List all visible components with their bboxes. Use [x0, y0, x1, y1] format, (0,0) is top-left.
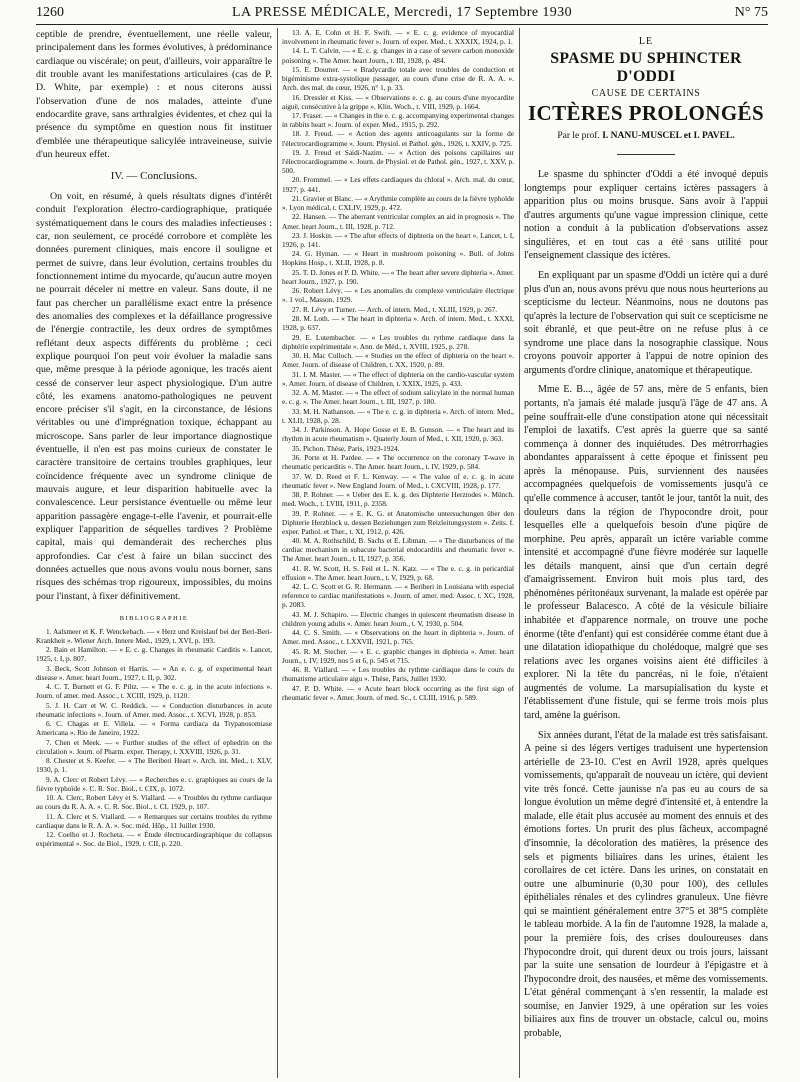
reference-item: 40. M. A. Rothschild, B. Sachs et E. Libman. — « The disturbances of the cardiac mechanism in subacute bacterial endocarditis and rheumatic fever ». The Amer. heart Journ., t. II, 1927, p. 356. [282, 536, 514, 564]
reference-item: 30. H. Mac Culloch. — « Studies on the effect of diphteria on the heart ». Amer. Journ. of disease of Children, t. XX, 1920, p. 89. [282, 351, 514, 370]
reference-list [282, 28, 514, 702]
article-title-line2: ICTÈRES PROLONGÉS [527, 101, 765, 125]
reference-item: 7. Chen et Meek. — « Further studies of the effect of ephedrin on the circulation ». Journ. of Pharm. exper. Therapy, t. XXVIII, 1926, p. 31. [36, 737, 272, 756]
reference-item: 20. Frommel. — « Les effets cardiaques du chloral ». Arch. mal. du cœur, 1927, p. 441. [282, 175, 514, 194]
column-rule [277, 28, 278, 1078]
article-paragraph: Mme E. B..., âgée de 57 ans, mère de 5 enfants, bien portants, n'a jamais été malade jusqu'à l'âge de 47 ans. A peine souffrait-elle d'une constipation atone qui nécessitait l'emploi de laxatifs. C'est après la guerre que sa santé commença à donner des inquiétudes. Des métrorrhagies abondantes apparaissent à cette époque et finissent peu après la ménopause. Puis, surviennent des nausées accompagnées quelquefois de vomissements jusqu'à ce qu'elle commence à accuser, tantôt le jour, tantôt la nuit, des douleurs dans la région de l'hypocondre droit, pour lesquelles elle a quelquefois besoin d'une piqûre de morphine. Peu après, apparaît un ictère variable comme intensité et accompagné d'une fièvre modérée sur laquelle les détails manquent, ainsi que d'un certain degré d'amaigrissement. Environ huit mois plus tard, des phénomènes péritonéaux survenant, la malade est opérée par le professeur Balacesco. A côté de la vésicule biliaire inhabitée et d'apparence normale, on trouve une poche énorme (tête d'enfant) qui est considérée comme étant due à une dilatation idiopathique du cholédoque, malgré que ses relations avec les organes voisins aient été difficiles à explorer. Ni la tête du pancréas, ni le foie, n'étaient augmentés de volume. La marsupialisation du kyste et l'établissement d'une fistule, qui se ferme trois mois plus tard, amène la guérison. [524, 384, 768, 721]
reference-item: 14. L. T. Calvin. — « E. c. g. changes in a case of severe carbon monoxide poisoning ». The Amer. heart Journ., t. III, 1928, p. 484. [282, 46, 514, 65]
page-number: 1260 [36, 5, 64, 20]
reference-item: 34. J. Parkinson. A. Hope Gosse et E. B. Gunson. — « The heart and its rhythm in acute rheumatism ». Quaterly Journ of Med., t. XII, 1920, p. 363. [282, 425, 514, 444]
reference-item: 19. J. Freud et Saidi-Nazim. — « Action des poisons capillaires sur l'électrocardiogramme ». Journ. de Physiol. et de Pathol. gén., 1927, t. XXV, p. 500. [282, 147, 514, 176]
reference-item: 8. Chester et S. Keefer. — « The Beriberi Heart ». Arch. int. Med., t. XLV, 1930, p. 1. [36, 756, 272, 775]
journal-title: LA PRESSE MÉDICALE, Mercredi, 17 Septembre 1930 [232, 5, 572, 20]
reference-item: 46. R. Viallard. — « Les troubles du rythme cardiaque dans le cours du rhumatisme articulaire aigu ». Thèse, Paris, Juillet 1930. [282, 665, 514, 684]
column-rule [519, 28, 520, 1078]
article-paragraph: Le spasme du sphincter d'Oddi a été invoqué depuis longtemps pour expliquer certains ictères passagers à apparition plus ou moins brusque. Sans avoir à l'appui d'autres arguments qu'une vague impression clinique, cette notion a conduit à la publication d'observations assez singulières, et en tout cas a été sans utilité pour l'enseignement classique des ictères. [524, 169, 768, 262]
reference-item: 23. J. Hoskin. — « The after effects of diphteria on the heart ». Lancet, t. I, 1926, p. 141. [282, 230, 514, 249]
article-byline [524, 131, 768, 141]
reference-item: 32. A. M. Master. — « The effect of sodium salicylate in the normal human e. c. g. ». The Amer. heart Journ., t. III, 1927, p. 180. [282, 388, 514, 407]
reference-item: 1. Aalsmeer et K. F. Wenckebach. — « Herz und Kreislauf bei der Beri-Beri-Krankheit ». Wiener Arch. Innere Med., 1929, t. XVI, p. 193. [36, 626, 272, 645]
reference-item: 3. Beck, Scott Johnson et Harris. — « An e. c. g. of experimental heart disease ». Amer. heart Journ., 1927, t. II, p. 302. [36, 663, 272, 682]
reference-item: 9. A. Clerc et Robert Lévy. — « Recherches e. c. graphiques au cours de la fièvre typhoïde ». C. R. Soc. Biol., t. CIX, p. 1072. [36, 774, 272, 793]
reference-item: 11. A. Clerc et S. Viallard. — « Remarques sur certains troubles du rythme cardiaque dans le R. A. A. ». Soc. méd. Hôp., 11 Juillet 1930. [36, 811, 272, 830]
reference-item: 13. A. E. Cohn et H. F. Swift. — « E. c. g. evidence of myocardial involvement in rheumatic fever ». Journ. of exper. Med., t. XXXIX, 1924, p. 1. [282, 28, 514, 47]
left-column [36, 28, 272, 1078]
reference-item: 36. Porte et H. Pardee. — « The occurrence on the coronary T-wave in rheumatic pericarditis ». The Amer. heart Journ., t. IV, 1929, p. 584. [282, 453, 514, 472]
reference-item: 4. C. T. Burnett et G. F. Piltz. — « The e. c. g. in the acute infections ». Journ. of amer. med. Assoc., t. XCIII, 1929, p. 1120. [36, 682, 272, 701]
reference-item: 26. Robert Lévy. — « Les anomalies du complexe ventriculaire électrique ». 1 vol., Masson, 1929. [282, 286, 514, 305]
section-title: IV. — Conclusions. [110, 170, 198, 183]
reference-item: 39. P. Rohner. — « E. K. G. et Anatomische untersuchungen über den Diphterie Herzblock u. dessen Beziehungen zum Reizleitungsystem ». Zeits. f. exper. Pathol. et Ther., t. XI, 1912, p. 426. [282, 508, 514, 536]
article-title-line1: SPASME DU SPHINCTER D'ODDI [550, 50, 742, 85]
reference-item: 16. Dressler et Kiss. — « Observations e. c. g. au cours d'une myocardite aiguë, consécutive à la grippe ». Klin. Woch., t. VIII, 1929, p. 1664. [282, 92, 514, 111]
reference-item: 41. R. W. Scott, H. S. Feil et L. N. Katz. — « The e. c. g. in pericardial effusion ». The Amer. heart Journ., t. V, 1929, p. 68. [282, 563, 514, 582]
reference-item: 10. A. Clerc, Robert Lévy et S. Viallard. — « Troubles du rythme cardiaque au cours du R. A. A. ». C. R. Soc. Biol., t. CI, 1929, p. 107. [36, 793, 272, 812]
bibliography-title: BIBLIOGRAPHIE [119, 614, 189, 622]
middle-column [282, 28, 514, 1078]
reference-item: 44. C. S. Smith. — « Observations on the heart in diphteria ». Journ. of Amer. med. Assoc., t. LXXVII, 1921, p. 765. [282, 628, 514, 647]
reference-item: 6. C. Chagas et E. Villela. — « Forma cardiaca da Trypanosomiase Americana ». Rio de Janeiro, 1922. [36, 719, 272, 738]
intro-paragraph: ceptible de prendre, éventuellement, une réelle valeur, principalement dans les formes évolutives, à prédominance cardiaque ou viscérale; on peut, d'ailleurs, voir apparaître le dit trouble avant les manifestations articulaires (cas de P. D. White, par exemple) : et nous citerons aussi l'observation d'une de nos malades, atteinte d'une endocardite grave, sans arthralgies évidentes, et chez qui la présence du symptôme en question nous fit instituer d'emblée une thérapeutique salicylée intraveineuse, suivie d'un heureux effet. [36, 29, 272, 160]
reference-item: 37. W. D. Reed et F. L. Kenway. — « The value of e. c. g. in acute rheumatic fever ». New England Journ. of Med., t. CXCVIII, 1928, p. 177. [282, 471, 514, 490]
reference-item: 27. R. Lévy et Turner. — Arch. of intern. Med., t. XLIII, 1929, p. 267. [292, 304, 498, 314]
reference-item: 42. L. C. Scott et G. R. Hermann. — « Beriberi in Louisiana with especial reference to cardiac manifestations ». Journ. of amer. med. Assoc. t. XC, 1928, p. 2083. [282, 582, 514, 610]
reference-item: 25. T. D. Jones et P. D. White. — « The heart after severe diphteria ». Amer. heart Journ., 1927, p. 190. [282, 267, 514, 286]
reference-item: 12. Coelho et J. Rocheta. — « Étude électrocardiographique du collapsus expérimental ». Soc. de Biol., 1929, t. CII, p. 220. [36, 830, 272, 849]
reference-item: 33. M. H. Nathanson. — « The e. c. g. in diphteria ». Arch. of intern. Med., t. XLII, 1928, p. 28. [282, 406, 514, 425]
title-separator [617, 154, 675, 155]
reference-item: 24. G. Hyman. — « Heart in mushroom poisoning ». Bull. of Johns Hopkins Hosp., t. XLII, 1928, p. 8. [282, 249, 514, 268]
page-header [36, 3, 768, 25]
article-paragraph: Six années durant, l'état de la malade est très satisfaisant. A peine si des légers vertiges traduisent une hypertension artérielle de 23-10. C'est en Avril 1928, après quelques vomissements, qu'apparaît de nouveau un ictère, qui devient vite très foncé. Cette jaunisse n'a pas eu au cours de sa longue évolution un même degré d'intensité et, à entendre la malade, elle était plus accusée au moment des ennuis et des émotions fortes. Un prurit des plus fâcheux, accompagné d'insomnie, la décoloration des matières, la présence des sels et pigments biliaires dans les urines, étaient les corollaires de cet ictère. Dans les urines, on constatait en outre une albuminurie (0,30 pour 100), des cellules épithéliales rénales et des cylindres granuleux. Une fièvre qui se maintient généralement entre 37°5 et 38°5 complète le tableau morbide. A la fin de l'automne 1928, la malade a, pour la première fois, des crises douloureuses dans l'hypocondre droit, qui durent deux ou trois jours, laissant par la suite une sensation de lourdeur à l'épigastre et à l'hypocondre droit, des nausées, et même des vomissements. L'état général commençant à s'en ressentir, la malade est soumise, en Janvier 1929, à une opération sur les voies biliaires aux fins de trouver un obstacle, calcul ou, moins probable, [524, 729, 768, 1039]
issue-number: N° 75 [734, 5, 768, 20]
article-body [524, 168, 768, 1040]
reference-item: 45. R. M. Stecher. — « E. c. graphic changes in diphteria ». Amer. heart Journ., t. IV, 1929, nos 5 et 6, p. 545 et 715. [282, 646, 514, 665]
byline-prefix: Par le prof. [557, 131, 600, 141]
conclusion-paragraph: On voit, en résumé, à quels résultats dignes d'intérêt conduit l'exploration électro-cardiographique, pratiquée systématiquement dans le cours des maladies infectieuses : car, non seulement, ce procédé corrobore et complète les données purement cliniques, mais encore il souligne et permet de suivre, dans leur évolution, certains troubles du fonctionnement intime du myocarde, qu'aucun autre moyen ne pourrait déceler ni mettre en valeur. Sans doute, il ne faut pas chercher un parallélisme exact entre la présence des anomalies des complexes et la défaillance progressive de l'énergie contractile, les deux ordres de symptômes reflétant deux aspects différents du problème ; ceci explique pourquoi l'on peut voir évoluer la maladie sans que, même presque à la période agonique, les tracés aient cessé de conserver leur aspect physiologique. D'un autre côté, les examens anatomo-pathologiques ne peuvent encore préciser s'il s'agit, en la circonstance, de lésions véritables ou une d'imprégnation toxique, échappant au microscope. Sans parler de leur importance diagnostique éventuelle, il n'en est pas moins curieux de constater le caractère transitoire de certains troubles graphiques, leur coïncidence fréquente avec un syndrome clinique de mauvais augure, et leur disparition habituelle avec la convalescence. Leur persistance éventuelle ou même leur apparition passagère engage-t-elle l'avenir, et pourrait-elle expliquer l'apparition de séquelles tardives ? Problème capital, mais qui demanderait des recherches plus approfondies. Car c'est à faire un bilan succinct des données actuelles que nous avons voulu nous borner, sans risques des schémas trop rigoureux, impossibles, du moins pour l'instant, à fixer définitivement. [36, 191, 272, 602]
right-column [524, 28, 768, 1078]
article-paragraph: En expliquant par un spasme d'Oddi un ictère qui a duré plus d'un an, nous avons prévu que nous nous heurterions au scepticisme du lecteur. Néanmoins, nous ne doutons pas qu'après la lecture de l'observation qui suit ce scepticisme ne soit ébranlé, et que peut-être on ne refuse plus à ce syndrome une place dans la nosographie classique. Nous croyons pouvoir apporter à l'appui de notre opinion des arguments d'ordre clinique, anatomique et thérapeutique. [524, 269, 768, 376]
reference-item: 29. E. Lutembacher. — « Les troubles du rythme cardiaque dans la diphtérie expérimentale ». Ann. de Méd., t. XVIII, 1925, p. 278. [282, 332, 514, 351]
article-kicker: LE [638, 36, 654, 47]
reference-item: 28. M. Loth. — « The heart in diphteria ». Arch. of intern. Med., t. XXXI, 1928, p. 637. [282, 314, 514, 333]
reference-item: 38. P. Rohner. — « Ueber des E. k. g. des Diphterie Herztodes ». Münch. med. Woch., t. LVIII, 1911, p. 2358. [282, 490, 514, 509]
article-subtitle: CAUSE DE CERTAINS [591, 88, 701, 99]
byline-authors: I. NANU-MUSCEL et I. PAVEL. [602, 131, 735, 141]
reference-item: 21. Gravier et Blanc. — « Arythmie complète au cours de la fièvre typhoïde ». Lyon médical, t. CXLIV, 1929, p. 472. [282, 193, 514, 213]
reference-item: 18. J. Freud. — « Action des agents anticoagulants sur la forme de l'électrocardiogramme ». Journ. Physiol. et Pathol. gén., 1926, t. XXIV, p. 725. [282, 129, 514, 148]
reference-item: 47. P. D. White. — « Acute heart block occurring as the first sign of rheumatic fever ». Amer. Journ. of med. Sc., t. CLIII, 1916, p. 589. [282, 683, 514, 702]
reference-item: 43. M. J. Schapiro. — Electric changes in quiescent rheumatism disease in children young adults ». Amer. heart Journ., t. V, 1930, p. 504. [282, 609, 514, 628]
reference-item: 31. I. M. Master. — « The effect of diphteria on the cardio-vascular system ». Amer. Journ. of disease of Children, t. XXIX, 1925, p. 433. [282, 369, 514, 388]
reference-item: 22. Hansen. — The aberrant ventricular complex an aid in prognosis ». The Amer. heart Journ., t. III, 1928, p. 712. [282, 212, 514, 231]
reference-item: 5. J. H. Carr et W. C. Reddick. — « Conduction disturbances in acute rheumatic infections ». Journ. of Amer. med. Assoc., t. XCVI, 1928, p. 853. [36, 700, 272, 719]
reference-item: 35. Pichon. Thèse, Paris, 1923-1924. [292, 443, 400, 453]
reference-list [36, 627, 272, 848]
reference-item: 2. Bain et Hamilton. — « E. c. g. Changes in rheumatic Carditis ». Lancet, 1925, t. I, p. 807. [36, 645, 272, 664]
reference-item: 17. Fraser. — « Changes in the e. c. g. accompanying experimental changes in rabbits heart ». Journ. of exper. Med., 1915, p. 292. [282, 110, 514, 130]
reference-item: 15. E. Doumer. — « Bradycardie totale avec troubles de conduction et bigéminisme extra-systolique passager, au cours d'une crise de R. A. A. ». Arch. des mal. du cœur, 1926, n° 1, p. 33. [282, 64, 514, 93]
